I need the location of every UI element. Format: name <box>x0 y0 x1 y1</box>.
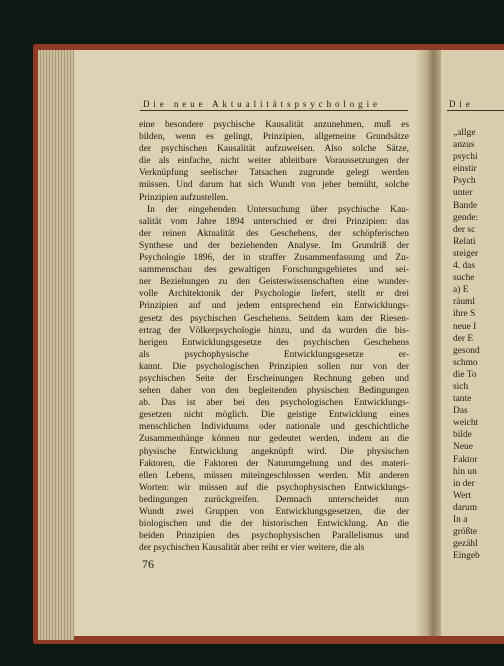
text-line: Eingeb <box>453 551 480 562</box>
text-line: In a <box>453 515 468 525</box>
text-line: psychischen Seite der Erscheinungen Rechnung geben und <box>139 373 409 384</box>
text-line: müssen. Und darum hat sich Wundt von jeher bemüht, solche <box>139 180 409 191</box>
running-head: Die neue Aktualitätspsychologie <box>143 99 381 109</box>
text-line: Psych <box>453 176 476 187</box>
text-line: steiger <box>453 248 479 259</box>
text-line: gezähl <box>453 539 478 550</box>
right-header-rule <box>447 110 504 111</box>
text-line: sammenschau des gewaltigen Forschungsgebietes und sei- <box>139 265 409 276</box>
text-line: biologischen und die der historischen Entwicklung. An die <box>139 519 409 530</box>
text-line: der reinen Aktualität des Geschehens, der schöpferischen <box>139 228 409 239</box>
text-line: Relati <box>453 236 476 247</box>
book-gutter <box>415 50 441 636</box>
page-number: 76 <box>142 557 154 571</box>
text-line: darum <box>453 502 478 513</box>
text-line: physische Entwicklung angeknüpft wird. Die physischen <box>139 446 409 457</box>
text-line: anzus <box>453 140 475 151</box>
text-line: Synthese und der beziehenden Analyse. Im Grundriß der <box>139 240 409 251</box>
text-line: Zusammenhänge können nur gedeutet werden, indem an die <box>139 434 409 445</box>
text-line: gesond <box>453 345 480 356</box>
text-line: Neue <box>453 442 473 453</box>
text-line: gesetz des psychischen Geschehens. Seitdem kam der Riesen- <box>139 313 409 324</box>
text-line: Das <box>453 406 468 417</box>
right-page <box>441 50 504 636</box>
text-line: hin un <box>453 466 477 477</box>
text-line: volle Architektonik der Psychologie liefert, stellt er drei <box>139 289 409 300</box>
text-line: größte <box>453 527 478 538</box>
text-line: neue I <box>453 321 477 332</box>
text-line: sich <box>453 381 469 392</box>
text-line: a) E <box>453 285 469 296</box>
text-line: unter <box>453 188 473 199</box>
text-line: suche <box>453 273 475 284</box>
text-line: der psychischen Kausalität aufzuweisen. Also solche Sätze, <box>139 144 409 155</box>
text-line: ertrag der Völkerpsychologie hinzu, und da wurden die bis- <box>139 325 409 336</box>
text-line: tante <box>453 394 472 405</box>
text-line: der psychischen Kausalität aber reiht er vier weitere, die als <box>139 543 365 554</box>
text-line: kannt. Die psychologischen Prinzipien sollen nur von der <box>139 361 409 372</box>
text-line: eine besondere psychische Kausalität anzunehmen, muß es <box>139 120 409 130</box>
page-stack-edge <box>38 50 74 640</box>
text-line: In der eingehenden Untersuchung über psychische Kau- <box>147 204 409 215</box>
text-line: Faktor <box>453 454 478 465</box>
text-line: schmo <box>453 357 478 368</box>
text-line: ellen Lebens, müssen miteingeschlossen werden. Mit anderen <box>139 470 409 481</box>
left-page <box>74 50 416 636</box>
text-line: in der <box>453 478 475 489</box>
text-line: räuml <box>453 297 476 308</box>
text-line: Wundt zwei Gruppen von Entwicklungsgesetzen, die der <box>139 507 409 517</box>
text-line: bedingungen zurückgreifen. Demnach unterscheidet nun <box>139 494 409 505</box>
text-line: 4. das <box>453 261 476 272</box>
text-line: herigen Entwicklungsgesetze des psychischen Geschehens <box>139 337 409 348</box>
text-line: Verknüpfung seelischer Tatsachen zugrunde gelegt werden <box>139 168 409 179</box>
text-line: bilden, wenn es gelingt, Prinzipien, allgemeine Grundsätze <box>139 132 409 143</box>
text-line: sehen daher von den begleitenden physischen Bedingungen <box>139 386 409 397</box>
text-line: einstir <box>453 164 477 175</box>
text-line: psychi <box>453 152 478 163</box>
text-line: Worten: wir müssen auf die psychophysischen Entwicklungs- <box>139 482 409 493</box>
text-line: ner Beziehungen zu den Geisteswissenschaften eine wunder- <box>139 277 409 288</box>
text-line: die als einfache, nicht weiter ableitbare Voraussetzungen der <box>139 156 409 167</box>
right-running-head: Die <box>449 99 474 109</box>
text-line: Faktoren, die Faktoren der Naturumgebung und des materi- <box>139 458 409 469</box>
text-line: Bande <box>453 200 478 211</box>
text-line: Prinzipien aufzustellen. <box>139 192 229 203</box>
text-line: der E <box>453 333 474 344</box>
text-line: der sc <box>453 224 476 235</box>
text-line: bilde <box>453 430 472 441</box>
text-line: Prinzipien auf und jedem entsprechend ein Entwicklungs- <box>139 301 409 312</box>
text-line: salität vom Jahre 1894 unterschied er drei Prinzipien: das <box>139 216 409 227</box>
text-line: ab. Das ist aber bei den psychologischen Entwicklungs- <box>139 398 409 409</box>
text-line: gesetzen nicht möglich. Die geistige Entwicklung eines <box>139 410 409 421</box>
page-body-text <box>139 119 409 554</box>
text-line: weicht <box>453 418 479 429</box>
text-line: als psychophysische Entwicklungsgesetze er- <box>139 349 409 360</box>
text-line: menschlichen Individuums oder nationale und geschichtliche <box>139 422 409 433</box>
text-line: „allge <box>453 128 476 138</box>
text-line: gende: <box>453 212 479 223</box>
right-page-body-text <box>453 127 480 562</box>
text-line: beiden Prinzipien des psychophysischen Parallelismus und <box>139 531 409 542</box>
text-line: ihre S <box>453 309 476 320</box>
header-rule <box>140 110 408 111</box>
text-line: Psychologie 1896, der in straffer Zusammenfassung und Zu- <box>139 253 409 264</box>
text-line: die To <box>453 369 477 380</box>
text-line: Wert <box>453 490 472 501</box>
